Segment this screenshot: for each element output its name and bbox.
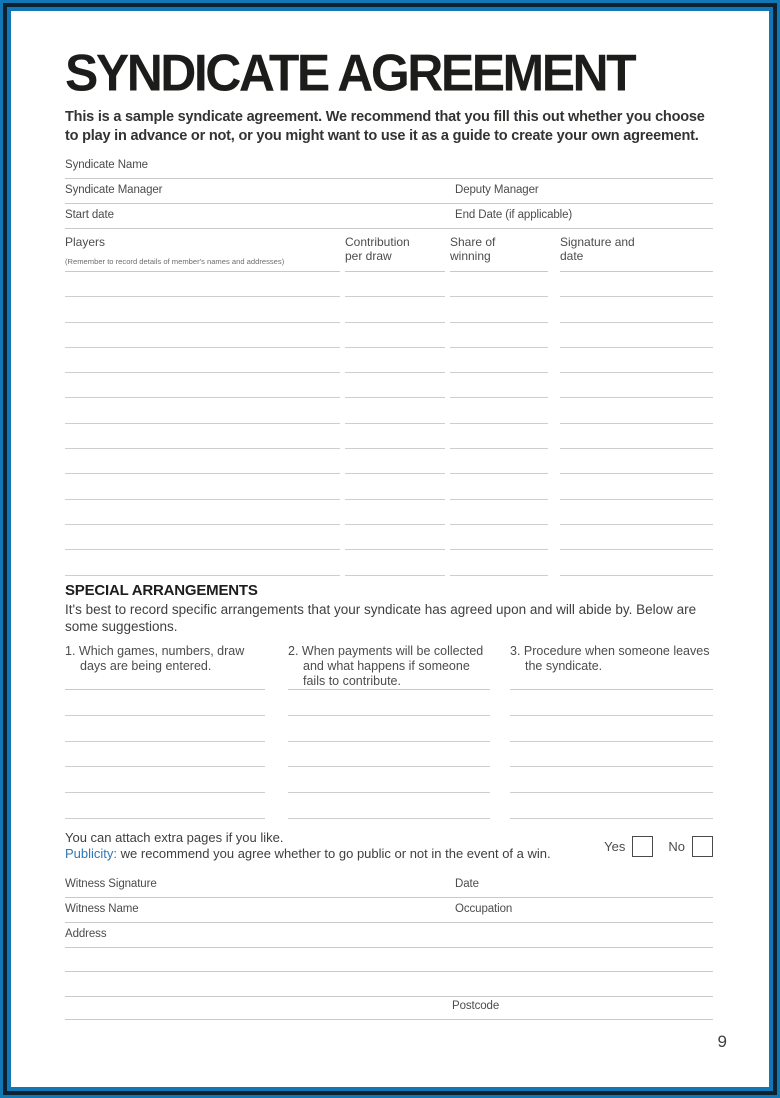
suggestion-column-3	[510, 644, 713, 819]
write-line	[65, 398, 340, 423]
write-line	[560, 398, 713, 423]
write-line	[345, 449, 445, 474]
suggestion-text	[288, 644, 490, 690]
write-line	[65, 500, 340, 525]
suggestion-column-2	[288, 644, 490, 819]
write-line	[345, 297, 445, 322]
write-line	[450, 550, 548, 575]
field-witness-name	[65, 902, 713, 923]
write-line	[345, 348, 445, 373]
suggestion-label: Which games, numbers, draw days are being entered.	[78, 644, 245, 673]
write-line	[560, 424, 713, 449]
write-line	[450, 323, 548, 348]
suggestion-lines	[65, 690, 265, 819]
write-line	[560, 272, 713, 297]
write-line	[288, 690, 490, 716]
occupation-label: Occupation	[455, 903, 513, 915]
suggestion-number: 3.	[510, 644, 521, 658]
write-line	[450, 348, 548, 373]
suggestion-lines	[288, 690, 490, 819]
table-row	[65, 474, 713, 499]
write-line	[345, 474, 445, 499]
share-label: Share of winning	[450, 235, 496, 263]
contribution-label: Contribution per draw	[345, 235, 410, 263]
page	[7, 7, 773, 1091]
form-content	[65, 11, 727, 1087]
write-line	[65, 690, 265, 716]
field-postcode	[65, 999, 713, 1020]
write-line	[450, 525, 548, 550]
write-line	[345, 525, 445, 550]
write-line	[65, 767, 265, 793]
table-row	[65, 272, 713, 297]
deputy-manager-label: Deputy Manager	[455, 184, 539, 196]
attach-note: You can attach extra pages if you like.	[65, 830, 284, 845]
write-line	[65, 474, 340, 499]
signature-column-header	[560, 236, 713, 272]
write-line	[288, 742, 490, 768]
share-column-header	[450, 236, 548, 272]
write-line	[560, 373, 713, 398]
publicity-text: we recommend you agree whether to go public or not in the event of a win.	[117, 846, 551, 861]
special-arrangements-description: It's best to record specific arrangements that your syndicate has agreed upon and will abide by. Below are some suggestions.	[65, 602, 697, 634]
write-line	[345, 424, 445, 449]
write-line	[450, 297, 548, 322]
write-line	[560, 500, 713, 525]
suggestion-label: When payments will be collected and what happens if someone fails to contribute.	[301, 644, 484, 688]
write-line	[65, 525, 340, 550]
table-row	[65, 449, 713, 474]
date-label: Date	[455, 878, 479, 890]
page-number: 9	[717, 1032, 727, 1051]
write-line	[510, 742, 713, 768]
players-table-body	[65, 272, 713, 576]
yes-checkbox	[632, 836, 653, 857]
suggestion-text	[65, 644, 265, 690]
end-date-label: End Date (if applicable)	[455, 209, 573, 221]
start-date-label: Start date	[65, 209, 114, 221]
write-line	[65, 550, 340, 575]
yes-label: Yes	[604, 839, 626, 854]
footer-notes	[65, 830, 713, 874]
write-line	[560, 550, 713, 575]
suggestion-text	[510, 644, 713, 690]
syndicate-name-label: Syndicate Name	[65, 159, 148, 171]
special-arrangements-heading: SPECIAL ARRANGEMENTS	[65, 582, 258, 599]
page-title: SYNDICATE AGREEMENT	[65, 43, 635, 103]
write-line	[450, 424, 548, 449]
suggestion-number: 2.	[288, 644, 299, 658]
write-line	[560, 348, 713, 373]
write-line	[65, 323, 340, 348]
field-syndicate-manager	[65, 183, 713, 204]
write-line	[65, 976, 713, 997]
write-line	[510, 767, 713, 793]
players-table-header	[65, 236, 713, 272]
write-line	[450, 474, 548, 499]
write-line	[345, 550, 445, 575]
witness-signature-label: Witness Signature	[65, 878, 157, 890]
field-witness-signature	[65, 877, 713, 898]
table-row	[65, 348, 713, 373]
write-line	[450, 398, 548, 423]
write-line	[560, 449, 713, 474]
signature-label: Signature and date	[560, 235, 635, 263]
write-line	[450, 449, 548, 474]
table-row	[65, 500, 713, 525]
publicity-choice	[604, 836, 713, 857]
suggestion-number: 1.	[65, 644, 76, 658]
write-line	[65, 272, 340, 297]
write-line	[65, 424, 340, 449]
write-line	[560, 297, 713, 322]
no-checkbox	[692, 836, 713, 857]
write-line	[65, 373, 340, 398]
suggestions	[65, 644, 713, 819]
publicity-label: Publicity:	[65, 846, 118, 861]
players-label: Players	[65, 235, 106, 249]
table-row	[65, 398, 713, 423]
write-line	[345, 323, 445, 348]
syndicate-manager-label: Syndicate Manager	[65, 184, 163, 196]
field-start-date	[65, 208, 713, 229]
table-row	[65, 373, 713, 398]
write-line	[510, 690, 713, 716]
table-row	[65, 525, 713, 550]
intro-text: This is a sample syndicate agreement. We recommend that you fill this out whether you choose to play in advance or not, or you might want to use it as a guide to create your own agreement.	[65, 109, 705, 144]
write-line	[450, 373, 548, 398]
witness-name-label: Witness Name	[65, 903, 139, 915]
write-line	[345, 500, 445, 525]
write-line	[560, 474, 713, 499]
players-note: (Remember to record details of member's names and addresses)	[65, 256, 285, 266]
write-line	[510, 716, 713, 742]
write-line	[288, 767, 490, 793]
field-address	[65, 927, 713, 948]
write-line	[560, 323, 713, 348]
table-row	[65, 323, 713, 348]
page-frame-navy	[3, 3, 777, 1095]
players-column-header	[65, 236, 340, 272]
postcode-label: Postcode	[452, 1000, 500, 1012]
suggestion-lines	[510, 690, 713, 819]
write-line	[65, 793, 265, 819]
table-row	[65, 297, 713, 322]
write-line	[65, 742, 265, 768]
contribution-column-header	[345, 236, 445, 272]
write-line	[560, 525, 713, 550]
write-line	[65, 716, 265, 742]
write-line	[288, 793, 490, 819]
write-line	[450, 500, 548, 525]
field-syndicate-name	[65, 158, 713, 179]
address-extra-lines	[65, 951, 713, 997]
suggestion-column-1	[65, 644, 265, 819]
write-line	[65, 449, 340, 474]
write-line	[288, 716, 490, 742]
table-row	[65, 424, 713, 449]
no-label: No	[668, 839, 685, 854]
write-line	[65, 348, 340, 373]
write-line	[345, 373, 445, 398]
write-line	[345, 398, 445, 423]
suggestion-label: Procedure when someone leaves the syndicate.	[523, 644, 710, 673]
write-line	[510, 793, 713, 819]
table-row	[65, 550, 713, 575]
write-line	[345, 272, 445, 297]
address-label: Address	[65, 928, 107, 940]
write-line	[65, 951, 713, 972]
write-line	[65, 297, 340, 322]
write-line	[450, 272, 548, 297]
